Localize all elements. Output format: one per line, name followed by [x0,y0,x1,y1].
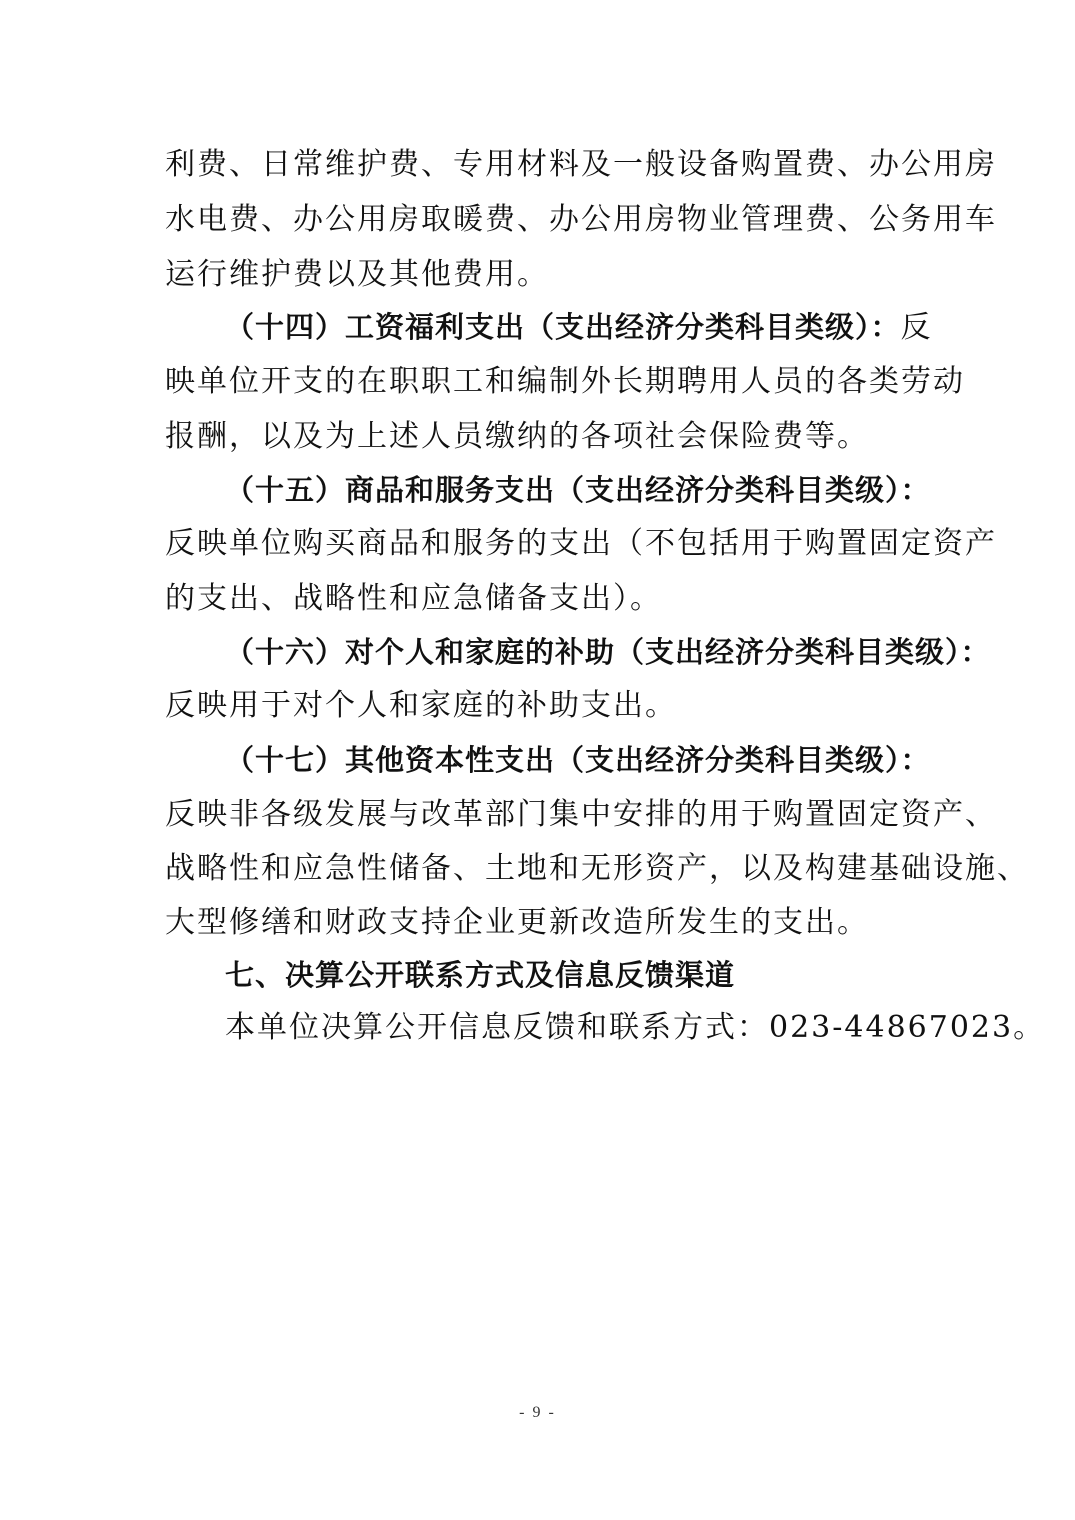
page-number: - 9 - [519,1404,556,1421]
paragraph-line: 战略性和应急性储备、土地和无形资产，以及构建基础设施、 [165,851,1029,886]
paragraph-line: 大型修缮和财政支持企业更新改造所发生的支出。 [165,905,869,940]
section-heading-17: （十七）其他资本性支出（支出经济分类科目类级）： [225,743,931,777]
section-heading-15: （十五）商品和服务支出（支出经济分类科目类级）： [225,473,931,507]
paragraph-line: 运行维护费以及其他费用。 [165,257,549,292]
paragraph-line: 反映用于对个人和家庭的补助支出。 [165,688,677,723]
section-heading-16: （十六）对个人和家庭的补助（支出经济分类科目类级）： [225,635,991,669]
contact-line: 本单位决算公开信息反馈和联系方式：023-44867023。 [225,1010,1046,1045]
paragraph-line: 报酬，以及为上述人员缴纳的各项社会保险费等。 [165,419,869,454]
section-heading-14: （十四）工资福利支出（支出经济分类科目类级）： [225,310,901,344]
paragraph-line: 反映单位购买商品和服务的支出（不包括用于购置固定资产 [165,526,997,561]
section-line-14 [225,307,933,348]
section-text-14: 反 [900,310,933,345]
paragraph-line: 的支出、战略性和应急储备支出）。 [165,581,662,616]
paragraph-line: 利费、日常维护费、专用材料及一般设备购置费、办公用房 [165,147,997,182]
paragraph-line: 映单位开支的在职职工和编制外长期聘用人员的各类劳动 [165,364,965,399]
section-title-contact: 七、决算公开联系方式及信息反馈渠道 [225,958,736,992]
paragraph-line: 水电费、办公用房取暖费、办公用房物业管理费、公务用车 [165,202,997,237]
paragraph-line: 反映非各级发展与改革部门集中安排的用于购置固定资产、 [165,797,997,832]
